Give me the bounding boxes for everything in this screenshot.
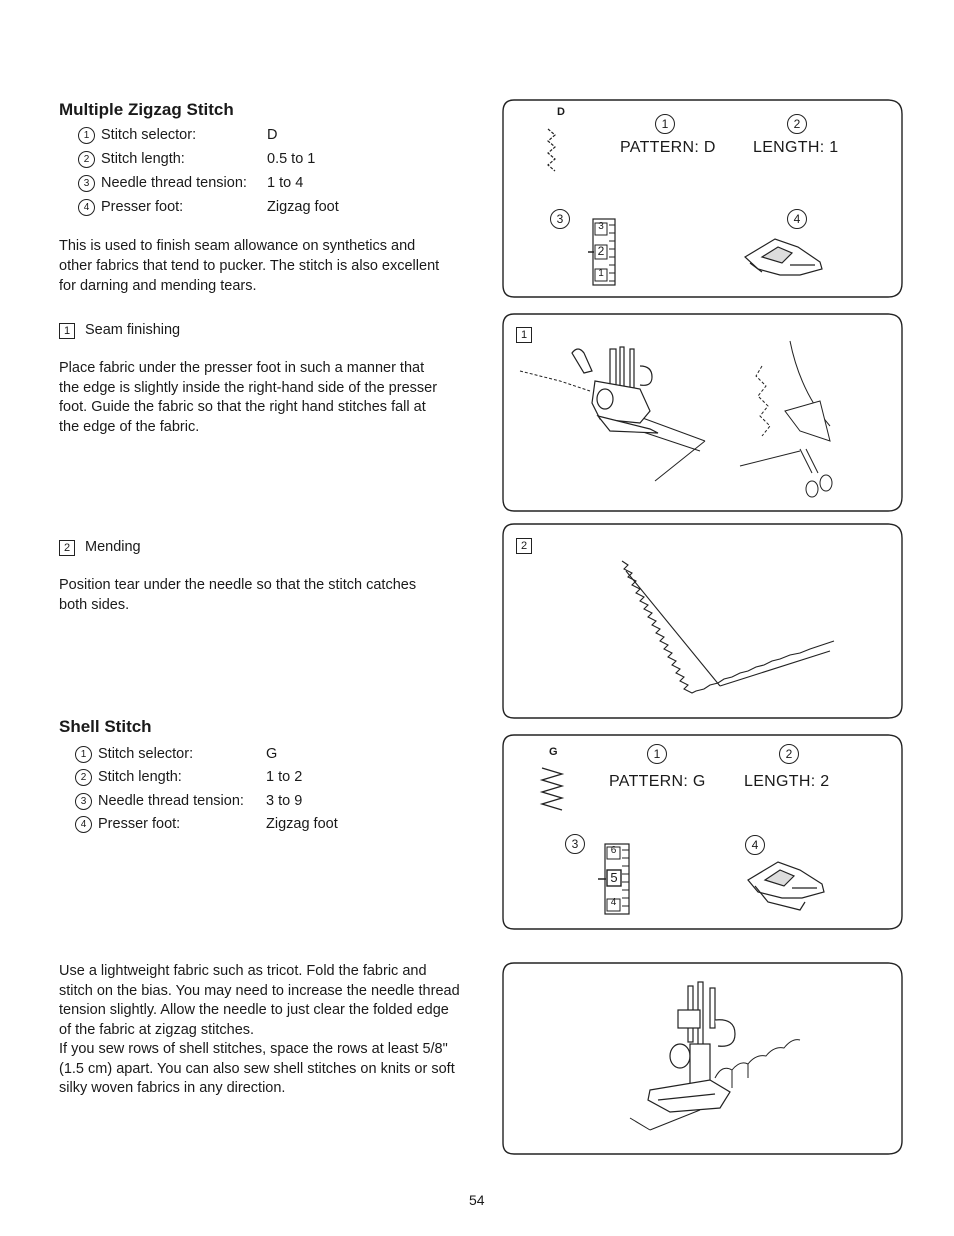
callout-3: 3 bbox=[550, 209, 570, 229]
setting-row bbox=[78, 127, 278, 144]
shell-paragraph: Use a lightweight fabric such as tricot. Fold the fabric and stitch on the bias. You may need to increase the needle thread tension slightly. Allow the needle to just clear the folded edge of the fabric at zigzag stitches. If you sew rows of shell stitches, space the rows at least 5/8" (1.5 cm) apart. You can also sew shell stitches on knits or soft silky woven fabrics in any direction. bbox=[59, 963, 460, 1096]
pattern-label: PATTERN: G bbox=[609, 773, 706, 790]
setting-value: Zigzag foot bbox=[267, 199, 339, 215]
dial-value-top: 6 bbox=[610, 845, 617, 856]
number-badge: 3 bbox=[78, 175, 95, 192]
setting-value: D bbox=[267, 127, 278, 143]
dial-value-selected: 5 bbox=[610, 870, 618, 885]
setting-value: G bbox=[266, 746, 278, 762]
settings-figure-multiple-zigzag bbox=[500, 97, 905, 300]
setting-row bbox=[75, 769, 303, 786]
setting-row bbox=[78, 199, 339, 216]
setting-row bbox=[75, 746, 278, 763]
callout-1: 1 bbox=[655, 114, 675, 134]
callout-4: 4 bbox=[787, 209, 807, 229]
setting-row bbox=[78, 175, 304, 192]
setting-row bbox=[75, 816, 338, 833]
callout-4: 4 bbox=[745, 835, 765, 855]
illustration-shell-stitch-sewing bbox=[500, 960, 905, 1157]
setting-value: 1 to 2 bbox=[266, 769, 303, 785]
setting-label: Stitch length: bbox=[98, 769, 182, 785]
callout-3: 3 bbox=[565, 834, 585, 854]
step-heading-seam-finishing: 1 Seam finishing bbox=[59, 322, 180, 339]
setting-label: Stitch selector: bbox=[98, 746, 194, 762]
step-number-box: 1 bbox=[59, 323, 75, 339]
setting-label: Stitch length: bbox=[101, 151, 185, 167]
pattern-letter: G bbox=[549, 746, 558, 758]
zigzag-tear-icon bbox=[622, 561, 834, 693]
number-badge: 4 bbox=[75, 816, 92, 833]
number-badge: 1 bbox=[75, 746, 92, 763]
intro-paragraph: This is used to finish seam allowance on synthetics and other fabrics that tend to pucker. The stitch is also excellent for darning and mending tears. bbox=[59, 238, 440, 294]
illustration-mending bbox=[500, 521, 905, 721]
setting-label: Presser foot: bbox=[98, 816, 181, 832]
zigzag-stitch-icon bbox=[548, 129, 555, 171]
number-badge: 4 bbox=[78, 199, 95, 216]
number-badge: 2 bbox=[75, 769, 92, 786]
setting-row bbox=[75, 793, 303, 810]
callout-1: 1 bbox=[647, 744, 667, 764]
number-badge: 1 bbox=[78, 127, 95, 144]
setting-value: 0.5 to 1 bbox=[267, 151, 316, 167]
presser-foot-icon bbox=[745, 239, 822, 275]
setting-label: Presser foot: bbox=[101, 199, 184, 215]
scissors-icon bbox=[740, 341, 832, 497]
mending-paragraph: Position tear under the needle so that the stitch catches both sides. bbox=[59, 577, 417, 613]
pattern-label: PATTERN: D bbox=[620, 139, 716, 156]
settings-figure-shell-stitch bbox=[500, 732, 905, 932]
step-number-box: 2 bbox=[59, 540, 75, 556]
setting-label: Stitch selector: bbox=[101, 127, 197, 143]
presser-foot-icon bbox=[748, 862, 824, 910]
setting-label: Needle thread tension: bbox=[98, 793, 244, 809]
callout-2: 2 bbox=[779, 744, 799, 764]
figure-frame bbox=[500, 97, 905, 300]
page-number: 54 bbox=[469, 1192, 485, 1208]
sewing-machine-foot-icon bbox=[648, 982, 735, 1112]
figure-number-box: 2 bbox=[516, 538, 532, 554]
dial-value-top: 3 bbox=[598, 221, 604, 232]
dial-value-selected: 2 bbox=[597, 244, 605, 258]
shell-stitch-icon bbox=[542, 768, 562, 810]
setting-value: Zigzag foot bbox=[266, 816, 338, 832]
section-title-shell-stitch: Shell Stitch bbox=[59, 717, 152, 736]
section-title-multiple-zigzag: Multiple Zigzag Stitch bbox=[59, 100, 234, 119]
number-badge: 2 bbox=[78, 151, 95, 168]
callout-2: 2 bbox=[787, 114, 807, 134]
sewing-machine-foot-icon bbox=[572, 347, 658, 433]
length-label: LENGTH: 1 bbox=[753, 139, 839, 156]
setting-value: 1 to 4 bbox=[267, 175, 304, 191]
step-heading-mending: 2 Mending bbox=[59, 539, 141, 556]
figure-number-box: 1 bbox=[516, 327, 532, 343]
pattern-letter: D bbox=[557, 106, 565, 118]
seam-finishing-paragraph: Place fabric under the presser foot in such a manner that the edge is slightly inside the right-hand side of the presser foot. Guide the fabric so that the right hand stitches fall at the edge of the fabric. bbox=[59, 360, 438, 435]
setting-label: Needle thread tension: bbox=[101, 175, 247, 191]
number-badge: 3 bbox=[75, 793, 92, 810]
dial-value-bottom: 4 bbox=[610, 897, 617, 908]
dial-value-bottom: 1 bbox=[598, 268, 604, 279]
setting-value: 3 to 9 bbox=[266, 793, 303, 809]
length-label: LENGTH: 2 bbox=[744, 773, 830, 790]
illustration-seam-finishing bbox=[500, 311, 905, 514]
setting-row bbox=[78, 151, 316, 168]
